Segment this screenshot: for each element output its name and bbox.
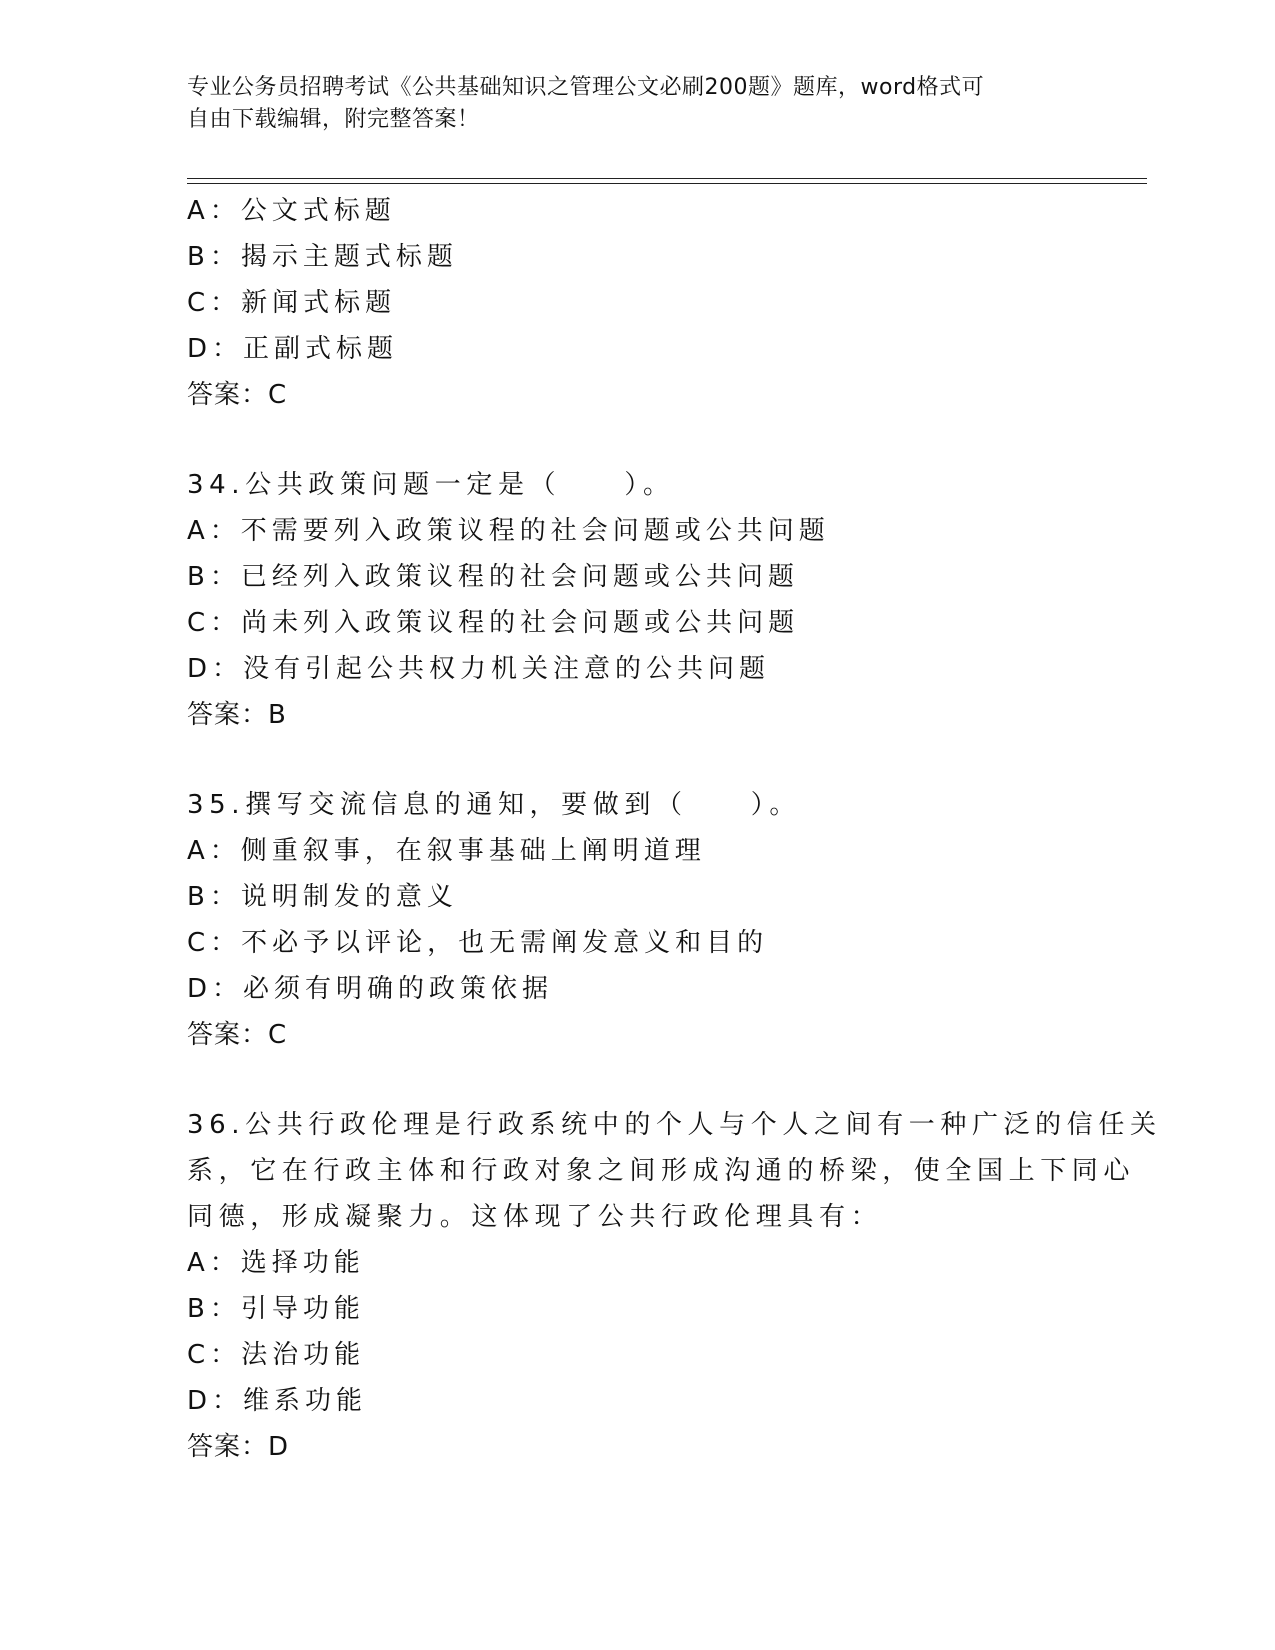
option-b: B：引导功能	[187, 1294, 365, 1324]
question-stem-line-1: 36.公共行政伦理是行政系统中的个人与个人之间有一种广泛的信任关	[187, 1110, 1162, 1140]
option-d: D：必须有明确的政策依据	[187, 974, 554, 1004]
question-stem-line-2: 系，它在行政主体和行政对象之间形成沟通的桥梁，使全国上下同心	[187, 1156, 1136, 1186]
question-block-35	[187, 782, 1087, 1058]
question-stem-line-3: 同德，形成凝聚力。这体现了公共行政伦理具有：	[187, 1202, 883, 1232]
option-a: A：不需要列入政策议程的社会问题或公共问题	[187, 516, 830, 546]
option-c: C：不必予以评论，也无需阐发意义和目的	[187, 928, 769, 958]
question-block-33	[187, 188, 1087, 418]
option-d: D：维系功能	[187, 1386, 368, 1416]
option-c: C：尚未列入政策议程的社会问题或公共问题	[187, 608, 800, 638]
question-stem: 35.撰写交流信息的通知，要做到（ ）。	[187, 790, 801, 820]
header-rule-top	[187, 178, 1147, 179]
option-a: A：侧重叙事，在叙事基础上阐明道理	[187, 836, 706, 866]
block-spacer	[187, 1058, 1087, 1102]
header-line-1: 专业公务员招聘考试《公共基础知识之管理公文必刷200题》题库，word格式可	[187, 75, 985, 100]
option-a: A：公文式标题	[187, 196, 396, 226]
question-list	[187, 188, 1162, 1470]
option-b: B：揭示主题式标题	[187, 242, 458, 272]
option-d: D：正副式标题	[187, 334, 399, 364]
answer-line: 答案：C	[187, 1020, 288, 1050]
option-d: D：没有引起公共权力机关注意的公共问题	[187, 654, 771, 684]
header-rule-bottom	[187, 183, 1147, 184]
question-stem: 34.公共政策问题一定是（ ）。	[187, 470, 675, 500]
answer-line: 答案：D	[187, 1432, 290, 1462]
document-header	[187, 72, 1067, 136]
answer-line: 答案：B	[187, 700, 287, 730]
option-a: A：选择功能	[187, 1248, 365, 1278]
question-block-36	[187, 1102, 1162, 1470]
question-block-34	[187, 462, 1087, 738]
block-spacer	[187, 738, 1087, 782]
option-c: C：法治功能	[187, 1340, 366, 1370]
option-b: B：说明制发的意义	[187, 882, 458, 912]
option-c: C：新闻式标题	[187, 288, 397, 318]
header-line-2: 自由下载编辑，附完整答案！	[187, 107, 480, 132]
block-spacer	[187, 418, 1087, 462]
option-b: B：已经列入政策议程的社会问题或公共问题	[187, 562, 799, 592]
answer-line: 答案：C	[187, 380, 288, 410]
